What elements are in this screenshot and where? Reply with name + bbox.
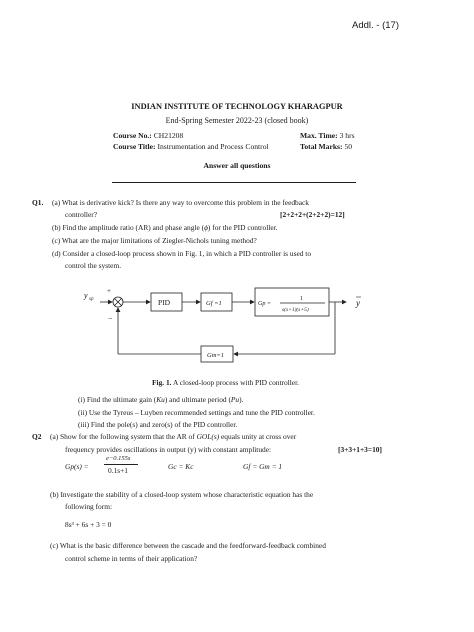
q1-number: Q1. bbox=[32, 198, 44, 207]
q2-c-line2: control scheme in terms of their application? bbox=[65, 554, 198, 563]
phi-symbol: ϕ bbox=[204, 223, 208, 232]
plus-sign: + bbox=[107, 287, 111, 295]
q2-a-pre: (a) Show for the following system that the AR of bbox=[50, 432, 195, 441]
gp-numerator: 1 bbox=[300, 296, 303, 302]
q2-a-line1 bbox=[50, 432, 296, 441]
max-time-value: 3 hrs bbox=[339, 131, 355, 140]
gm-label: Gm=1 bbox=[207, 352, 225, 359]
setpoint-label: y bbox=[84, 291, 88, 300]
q1-d-iii: (iii) Find the pole(s) and zero(s) of the PID controller. bbox=[78, 420, 238, 429]
gp-numerator-expr: e−0.155s bbox=[106, 455, 131, 462]
gp-label: Gp = bbox=[258, 301, 271, 307]
institute-title: INDIAN INSTITUTE OF TECHNOLOGY KHARAGPUR bbox=[131, 102, 343, 111]
total-marks-value: 50 bbox=[344, 142, 353, 151]
q1-d-i bbox=[78, 395, 243, 404]
q1-d-line2: control the system. bbox=[65, 261, 122, 270]
q1-c: (c) What are the major limitations of Ziegler-Nichols tuning method? bbox=[52, 236, 257, 245]
q2-b-line1: (b) Investigate the stability of a closed-loop system whose characteristic equation has the bbox=[50, 490, 314, 499]
q2-b-line2: following form: bbox=[65, 502, 113, 511]
q1-b-post: ) for the PID controller. bbox=[207, 223, 278, 232]
gp-denominator: s(s+1)(s+5) bbox=[282, 307, 309, 313]
figure-caption-text: A closed-loop process with PID controller. bbox=[171, 378, 299, 387]
gol-symbol: GOL(s) bbox=[196, 432, 220, 441]
ultimate-gain-symbol: Ku bbox=[156, 395, 165, 404]
total-marks-label: Total Marks: bbox=[300, 142, 343, 151]
q1-d-line1: (d) Consider a closed-loop process shown in Fig. 1, in which a PID controller is used to bbox=[52, 249, 312, 258]
q1-marks: [2+2+2+(2+2+2)=12] bbox=[280, 210, 345, 219]
course-no-label: Course No.: bbox=[113, 131, 152, 140]
q1-b-pre: (b) Find the amplitude ratio (AR) and phase angle ( bbox=[52, 223, 205, 232]
q2-a-post: equals unity at cross over bbox=[221, 432, 297, 441]
semester-line: End-Spring Semester 2022-23 (closed book) bbox=[165, 116, 309, 125]
gc-expr: Gc = Kc bbox=[168, 462, 194, 471]
minus-sign: − bbox=[108, 314, 113, 323]
figure-caption-label: Fig. 1. bbox=[152, 378, 172, 387]
course-title-label: Course Title: bbox=[113, 142, 156, 151]
q1-a-line1: (a) What is derivative kick? Is there any way to overcome this problem in the feedback bbox=[52, 198, 310, 207]
instruction: Answer all questions bbox=[203, 161, 271, 170]
output-label: y bbox=[356, 298, 360, 308]
q1-d-i-mid: ) and ultimate period ( bbox=[164, 395, 231, 404]
q2-number: Q2 bbox=[32, 432, 42, 441]
max-time-label: Max. Time: bbox=[300, 131, 338, 140]
q2-c-line1: (c) What is the basic difference between the cascade and the feedforward-feedback combined bbox=[50, 541, 326, 550]
setpoint-sub: sp bbox=[89, 297, 94, 302]
gp-denominator-expr: 0.1s+1 bbox=[108, 466, 128, 475]
ultimate-period-symbol: Pu bbox=[230, 395, 240, 404]
course-no-value: CH21208 bbox=[153, 131, 184, 140]
q2-marks: [3+3+1+3=10] bbox=[338, 445, 382, 454]
gp-fraction-bar bbox=[104, 464, 138, 465]
q1-d-ii: (ii) Use the Tyreus – Luyben recommended settings and tune the PID controller. bbox=[78, 408, 315, 417]
page-tag: Addl. - (17) bbox=[352, 20, 399, 31]
gf-label: Gf =1 bbox=[206, 300, 222, 307]
gf-gm-expr: Gf = Gm = 1 bbox=[243, 462, 283, 471]
course-title-value: Instrumentation and Process Control bbox=[157, 142, 269, 151]
characteristic-equation: 8s³ + 6s + 3 = 0 bbox=[65, 520, 112, 529]
figure-caption bbox=[152, 378, 299, 387]
q1-d-i-post: ). bbox=[239, 395, 244, 404]
q1-d-i-pre: (i) Find the ultimate gain ( bbox=[78, 395, 157, 404]
gp-lhs: Gp(s) = bbox=[65, 462, 89, 471]
q1-a-line2: controller? bbox=[65, 210, 98, 219]
q2-a-line2: frequency provides oscillations in output (y) with constant amplitude: bbox=[65, 445, 272, 454]
pid-label: PID bbox=[158, 298, 171, 307]
